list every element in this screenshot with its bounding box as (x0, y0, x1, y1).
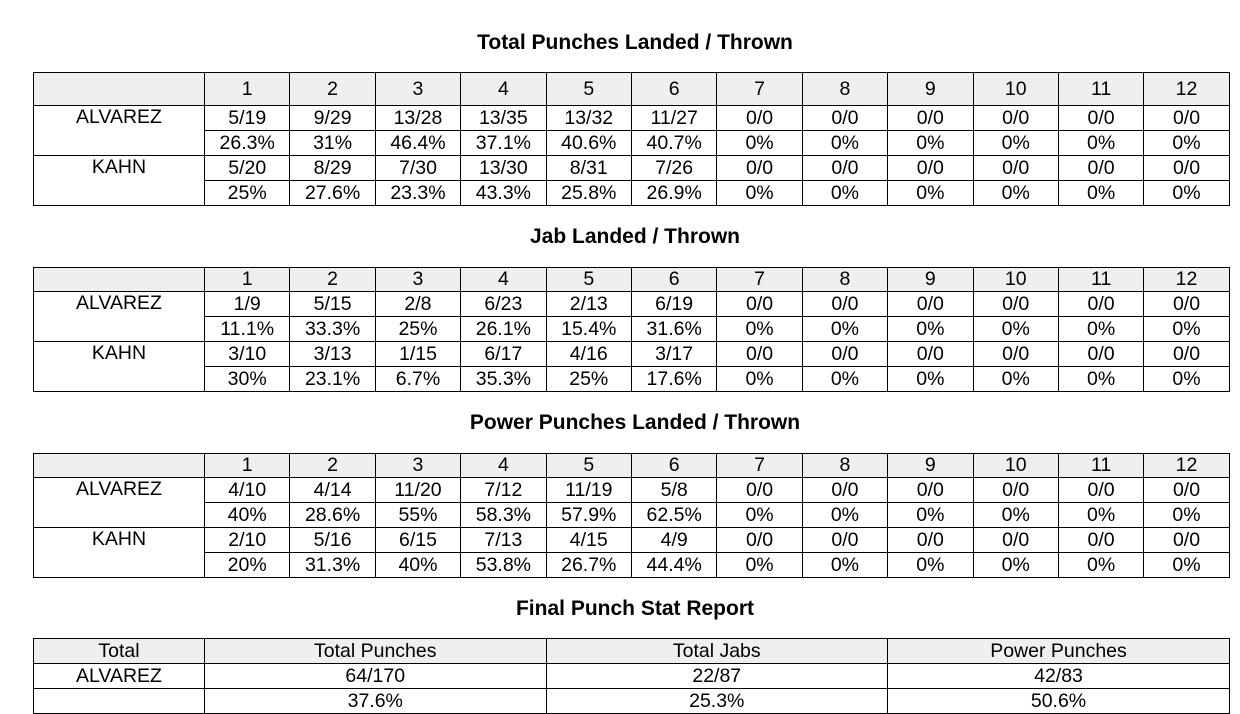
section-title-final-report: Final Punch Stat Report (515, 597, 754, 620)
landed-thrown-cell: 5/19 (205, 106, 290, 131)
header-row (34, 639, 1230, 664)
percent-cell: 28.6% (290, 503, 375, 528)
round-header-cell: 9 (888, 73, 973, 106)
landed-thrown-cell: 7/26 (631, 156, 716, 181)
landed-thrown-cell: 0/0 (717, 342, 802, 367)
final-name-cell: ALVAREZ (34, 664, 205, 689)
percent-cell: 26.1% (461, 317, 546, 342)
percent-cell: 57.9% (546, 503, 631, 528)
landed-thrown-cell: 0/0 (802, 342, 887, 367)
percent-cell: 37.1% (461, 131, 546, 156)
percent-cell: 0% (1058, 317, 1143, 342)
fighter-percent-row (34, 553, 1230, 578)
percent-cell: 26.3% (205, 131, 290, 156)
landed-thrown-cell: 13/35 (461, 106, 546, 131)
landed-thrown-cell: 0/0 (973, 342, 1058, 367)
landed-thrown-cell: 0/0 (1144, 106, 1229, 131)
round-header-cell: 4 (461, 73, 546, 106)
landed-thrown-cell: 0/0 (802, 106, 887, 131)
round-header-cell: 8 (802, 268, 887, 292)
round-header-cell: 3 (375, 268, 460, 292)
percent-cell: 46.4% (375, 131, 460, 156)
final-name-cell (34, 689, 205, 714)
percent-cell: 0% (1058, 367, 1143, 392)
percent-cell: 17.6% (631, 367, 716, 392)
percent-cell: 0% (1058, 503, 1143, 528)
percent-cell: 0% (802, 553, 887, 578)
round-header-cell: 9 (888, 268, 973, 292)
percent-cell: 0% (802, 367, 887, 392)
fighter-percent-row (34, 317, 1230, 342)
landed-thrown-cell: 4/10 (205, 478, 290, 503)
fighter-landed-row (34, 292, 1230, 317)
final-report-table (33, 638, 1230, 714)
landed-thrown-cell: 3/10 (205, 342, 290, 367)
landed-thrown-cell: 0/0 (1058, 478, 1143, 503)
round-header-cell: 12 (1144, 454, 1229, 478)
percent-cell: 0% (973, 181, 1058, 206)
landed-thrown-cell: 6/19 (631, 292, 716, 317)
header-corner-cell (34, 454, 205, 478)
percent-cell: 0% (1144, 317, 1229, 342)
landed-thrown-cell: 6/15 (375, 528, 460, 553)
landed-thrown-cell: 0/0 (888, 478, 973, 503)
section-title-jab: Jab Landed / Thrown (529, 225, 740, 248)
final-value-cell: 50.6% (888, 689, 1230, 714)
percent-cell: 0% (717, 131, 802, 156)
landed-thrown-cell: 1/9 (205, 292, 290, 317)
header-row (34, 73, 1230, 106)
landed-thrown-cell: 0/0 (973, 478, 1058, 503)
percent-cell: 0% (717, 317, 802, 342)
percent-cell: 31% (290, 131, 375, 156)
fighter-percent-row (34, 131, 1230, 156)
landed-thrown-cell: 0/0 (717, 106, 802, 131)
round-header-cell: 2 (290, 268, 375, 292)
landed-thrown-cell: 9/29 (290, 106, 375, 131)
fighter-landed-row (34, 106, 1230, 131)
percent-cell: 23.3% (375, 181, 460, 206)
landed-thrown-cell: 0/0 (717, 528, 802, 553)
fighter-landed-row (34, 478, 1230, 503)
landed-thrown-cell: 5/15 (290, 292, 375, 317)
landed-thrown-cell: 2/8 (375, 292, 460, 317)
percent-cell: 58.3% (461, 503, 546, 528)
percent-cell: 0% (888, 181, 973, 206)
percent-cell: 25% (375, 317, 460, 342)
round-header-cell: 2 (290, 454, 375, 478)
round-header-cell: 6 (631, 454, 716, 478)
jab-table (33, 267, 1230, 392)
percent-cell: 0% (888, 367, 973, 392)
round-header-cell: 5 (546, 73, 631, 106)
round-header-cell: 6 (631, 268, 716, 292)
percent-cell: 31.3% (290, 553, 375, 578)
percent-cell: 33.3% (290, 317, 375, 342)
percent-cell: 0% (1144, 367, 1229, 392)
round-header-cell: 1 (205, 73, 290, 106)
percent-cell: 26.7% (546, 553, 631, 578)
landed-thrown-cell: 0/0 (717, 292, 802, 317)
percent-cell: 43.3% (461, 181, 546, 206)
percent-cell: 30% (205, 367, 290, 392)
landed-thrown-cell: 13/28 (375, 106, 460, 131)
percent-cell: 0% (1058, 181, 1143, 206)
round-header-cell: 3 (375, 73, 460, 106)
percent-cell: 55% (375, 503, 460, 528)
fighter-landed-row (34, 528, 1230, 553)
percent-cell: 62.5% (631, 503, 716, 528)
percent-cell: 40.7% (631, 131, 716, 156)
percent-cell: 0% (717, 503, 802, 528)
landed-thrown-cell: 4/9 (631, 528, 716, 553)
fighter-name-cell: KAHN (34, 528, 205, 578)
landed-thrown-cell: 0/0 (802, 292, 887, 317)
landed-thrown-cell: 0/0 (802, 478, 887, 503)
landed-thrown-cell: 4/14 (290, 478, 375, 503)
percent-cell: 25.8% (546, 181, 631, 206)
final-row (34, 664, 1230, 689)
percent-cell: 11.1% (205, 317, 290, 342)
percent-cell: 6.7% (375, 367, 460, 392)
landed-thrown-cell: 0/0 (888, 292, 973, 317)
landed-thrown-cell: 6/17 (461, 342, 546, 367)
landed-thrown-cell: 0/0 (1144, 528, 1229, 553)
percent-cell: 27.6% (290, 181, 375, 206)
percent-cell: 0% (802, 131, 887, 156)
round-header-cell: 1 (205, 268, 290, 292)
landed-thrown-cell: 0/0 (888, 106, 973, 131)
landed-thrown-cell: 7/30 (375, 156, 460, 181)
header-corner-cell (34, 268, 205, 292)
round-header-cell: 7 (717, 73, 802, 106)
power-punches-table (33, 453, 1230, 578)
round-header-cell: 6 (631, 73, 716, 106)
percent-cell: 0% (888, 553, 973, 578)
landed-thrown-cell: 3/13 (290, 342, 375, 367)
round-header-cell: 11 (1058, 454, 1143, 478)
landed-thrown-cell: 5/8 (631, 478, 716, 503)
landed-thrown-cell: 11/27 (631, 106, 716, 131)
round-header-cell: 8 (802, 454, 887, 478)
landed-thrown-cell: 0/0 (973, 156, 1058, 181)
final-value-cell: 22/87 (546, 664, 888, 689)
round-header-cell: 5 (546, 454, 631, 478)
round-header-cell: 4 (461, 454, 546, 478)
round-header-cell: 12 (1144, 268, 1229, 292)
percent-cell: 0% (802, 317, 887, 342)
landed-thrown-cell: 8/31 (546, 156, 631, 181)
percent-cell: 44.4% (631, 553, 716, 578)
landed-thrown-cell: 0/0 (1144, 156, 1229, 181)
landed-thrown-cell: 0/0 (1144, 292, 1229, 317)
round-header-cell: 10 (973, 268, 1058, 292)
landed-thrown-cell: 0/0 (1058, 156, 1143, 181)
percent-cell: 23.1% (290, 367, 375, 392)
header-corner-cell (34, 73, 205, 106)
fighter-name-cell: KAHN (34, 156, 205, 206)
landed-thrown-cell: 5/20 (205, 156, 290, 181)
percent-cell: 0% (717, 181, 802, 206)
percent-cell: 0% (973, 367, 1058, 392)
landed-thrown-cell: 2/13 (546, 292, 631, 317)
percent-cell: 15.4% (546, 317, 631, 342)
percent-cell: 31.6% (631, 317, 716, 342)
landed-thrown-cell: 0/0 (888, 156, 973, 181)
landed-thrown-cell: 5/16 (290, 528, 375, 553)
landed-thrown-cell: 0/0 (802, 528, 887, 553)
percent-cell: 0% (973, 503, 1058, 528)
landed-thrown-cell: 4/15 (546, 528, 631, 553)
round-header-cell: 2 (290, 73, 375, 106)
section-title-total-punches: Total Punches Landed / Thrown (477, 31, 793, 54)
fighter-percent-row (34, 367, 1230, 392)
final-header-cell: Total (34, 639, 205, 664)
landed-thrown-cell: 11/20 (375, 478, 460, 503)
landed-thrown-cell: 0/0 (1058, 292, 1143, 317)
final-row (34, 689, 1230, 714)
header-row (34, 454, 1230, 478)
percent-cell: 0% (1144, 553, 1229, 578)
percent-cell: 40% (375, 553, 460, 578)
fighter-name-cell: ALVAREZ (34, 478, 205, 528)
landed-thrown-cell: 0/0 (802, 156, 887, 181)
final-header-cell: Total Jabs (546, 639, 888, 664)
landed-thrown-cell: 0/0 (1144, 342, 1229, 367)
section-title-power-punches: Power Punches Landed / Thrown (469, 411, 801, 434)
percent-cell: 0% (717, 367, 802, 392)
round-header-cell: 1 (205, 454, 290, 478)
landed-thrown-cell: 0/0 (973, 106, 1058, 131)
percent-cell: 35.3% (461, 367, 546, 392)
landed-thrown-cell: 13/32 (546, 106, 631, 131)
percent-cell: 0% (973, 317, 1058, 342)
landed-thrown-cell: 13/30 (461, 156, 546, 181)
fighter-percent-row (34, 181, 1230, 206)
round-header-cell: 11 (1058, 73, 1143, 106)
landed-thrown-cell: 0/0 (717, 478, 802, 503)
percent-cell: 0% (888, 131, 973, 156)
percent-cell: 0% (802, 181, 887, 206)
landed-thrown-cell: 7/12 (461, 478, 546, 503)
landed-thrown-cell: 0/0 (973, 528, 1058, 553)
landed-thrown-cell: 0/0 (1058, 106, 1143, 131)
percent-cell: 25% (205, 181, 290, 206)
landed-thrown-cell: 0/0 (973, 292, 1058, 317)
round-header-cell: 8 (802, 73, 887, 106)
percent-cell: 53.8% (461, 553, 546, 578)
landed-thrown-cell: 3/17 (631, 342, 716, 367)
landed-thrown-cell: 7/13 (461, 528, 546, 553)
percent-cell: 20% (205, 553, 290, 578)
fighter-name-cell: ALVAREZ (34, 292, 205, 342)
fighter-landed-row (34, 342, 1230, 367)
percent-cell: 0% (973, 131, 1058, 156)
landed-thrown-cell: 4/16 (546, 342, 631, 367)
landed-thrown-cell: 0/0 (1144, 478, 1229, 503)
landed-thrown-cell: 8/29 (290, 156, 375, 181)
round-header-cell: 10 (973, 454, 1058, 478)
round-header-cell: 3 (375, 454, 460, 478)
percent-cell: 40.6% (546, 131, 631, 156)
percent-cell: 0% (1144, 181, 1229, 206)
percent-cell: 26.9% (631, 181, 716, 206)
round-header-cell: 11 (1058, 268, 1143, 292)
round-header-cell: 4 (461, 268, 546, 292)
round-header-cell: 7 (717, 454, 802, 478)
landed-thrown-cell: 1/15 (375, 342, 460, 367)
round-header-cell: 10 (973, 73, 1058, 106)
landed-thrown-cell: 0/0 (1058, 342, 1143, 367)
landed-thrown-cell: 6/23 (461, 292, 546, 317)
fighter-name-cell: KAHN (34, 342, 205, 392)
header-row (34, 268, 1230, 292)
final-value-cell: 25.3% (546, 689, 888, 714)
round-header-cell: 7 (717, 268, 802, 292)
fighter-percent-row (34, 503, 1230, 528)
final-value-cell: 37.6% (205, 689, 547, 714)
round-header-cell: 5 (546, 268, 631, 292)
percent-cell: 0% (802, 503, 887, 528)
round-header-cell: 9 (888, 454, 973, 478)
percent-cell: 0% (717, 553, 802, 578)
landed-thrown-cell: 0/0 (888, 342, 973, 367)
landed-thrown-cell: 11/19 (546, 478, 631, 503)
landed-thrown-cell: 0/0 (1058, 528, 1143, 553)
final-value-cell: 64/170 (205, 664, 547, 689)
round-header-cell: 12 (1144, 73, 1229, 106)
final-header-cell: Power Punches (888, 639, 1230, 664)
percent-cell: 25% (546, 367, 631, 392)
total-punches-table (33, 72, 1230, 206)
landed-thrown-cell: 2/10 (205, 528, 290, 553)
percent-cell: 0% (1058, 131, 1143, 156)
final-value-cell: 42/83 (888, 664, 1230, 689)
landed-thrown-cell: 0/0 (888, 528, 973, 553)
landed-thrown-cell: 0/0 (717, 156, 802, 181)
fighter-landed-row (34, 156, 1230, 181)
percent-cell: 0% (1144, 503, 1229, 528)
percent-cell: 0% (888, 503, 973, 528)
percent-cell: 40% (205, 503, 290, 528)
percent-cell: 0% (1058, 553, 1143, 578)
final-header-cell: Total Punches (205, 639, 547, 664)
percent-cell: 0% (1144, 131, 1229, 156)
percent-cell: 0% (973, 553, 1058, 578)
percent-cell: 0% (888, 317, 973, 342)
fighter-name-cell: ALVAREZ (34, 106, 205, 156)
